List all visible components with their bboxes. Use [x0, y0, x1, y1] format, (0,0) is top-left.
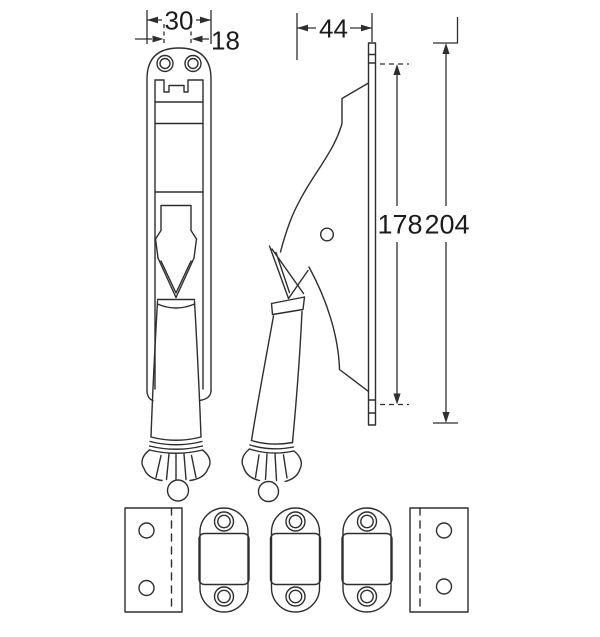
arrowhead-right [192, 36, 203, 43]
housing-profile-back [309, 267, 369, 392]
arrowhead-bottom [442, 412, 449, 423]
arrowhead-right [200, 17, 211, 24]
fixing-plates-row [125, 508, 468, 612]
arrowhead-left [147, 17, 158, 24]
faceplate-section-lines [155, 102, 203, 192]
handle-grip [151, 301, 201, 437]
grip-base-rings [150, 437, 203, 453]
arrowhead-left [297, 25, 308, 32]
handle-cone [156, 239, 197, 298]
extension-line-top [433, 17, 458, 43]
body-outline [147, 48, 211, 391]
keeper-plate-1 [199, 508, 249, 612]
dimension-rod-length [377, 64, 422, 405]
knob-finial-ball [259, 482, 279, 502]
arrowhead-top [393, 64, 400, 75]
keeper-bridge [199, 534, 249, 585]
handle-cone-side [270, 246, 309, 299]
handle-grip-side [252, 312, 303, 443]
screw-hole-right [185, 56, 201, 72]
rod-break-marks [369, 55, 376, 414]
rod [369, 43, 376, 425]
screw-hole-inner [188, 59, 198, 69]
dimension-label-44: 44 [319, 13, 348, 44]
screw-hole-inner [160, 59, 170, 69]
faceplate-outline [155, 80, 203, 389]
screw-hole-bottom [139, 581, 154, 596]
screw-hole-top [437, 523, 452, 538]
housing-screw-hole [321, 228, 334, 241]
plate-outline [125, 508, 182, 612]
arrowhead-right [361, 25, 372, 32]
screw-hole-top-inner [361, 515, 373, 527]
bolt-pocket [156, 206, 197, 240]
keeper-outline [343, 508, 391, 612]
front-view [142, 48, 211, 501]
screw-hole-left [157, 56, 173, 72]
dimension-label-204: 204 [424, 209, 470, 240]
striker-plate-left [125, 508, 182, 612]
screw-hole-bottom-inner [289, 590, 301, 602]
keeper-outline [272, 508, 320, 612]
dimension-depth [297, 13, 372, 60]
striker-plate-right [410, 508, 468, 612]
screw-hole-bottom-inner [218, 590, 230, 602]
side-view [242, 43, 375, 502]
grip-base-rings-side [250, 441, 295, 454]
keeper-bridge [271, 534, 321, 585]
keeper-plate-3 [342, 508, 392, 612]
screw-hole-top [139, 523, 154, 538]
arrowhead-left [153, 36, 164, 43]
dimension-label-18: 18 [211, 25, 240, 56]
knob-finial-ball [168, 480, 189, 501]
dimension-label-178: 178 [377, 209, 423, 240]
knob-flutes [256, 454, 288, 481]
handle-knob [142, 450, 210, 501]
knob-bell [242, 449, 301, 482]
screw-hole-top-inner [289, 515, 301, 527]
handle-knob-side [242, 449, 301, 502]
housing-profile-front [281, 83, 369, 252]
handle-collar-side [272, 297, 305, 315]
plate-outline [410, 508, 468, 612]
screw-hole-bottom-inner [361, 590, 373, 602]
dimension-label-30: 30 [164, 5, 194, 36]
dimension-overall-height [424, 17, 469, 423]
body-bottom-corner-right [200, 391, 212, 401]
arrowhead-bottom [393, 394, 400, 405]
arrowhead-top [442, 43, 449, 54]
keeper-plate-2 [271, 508, 321, 612]
knob-flutes [156, 454, 196, 481]
handle-collar [158, 300, 195, 309]
screw-hole-top-inner [218, 515, 230, 527]
screw-hole-bottom [437, 579, 452, 594]
keeper-outline [200, 508, 248, 612]
keeper-bridge [342, 534, 392, 585]
